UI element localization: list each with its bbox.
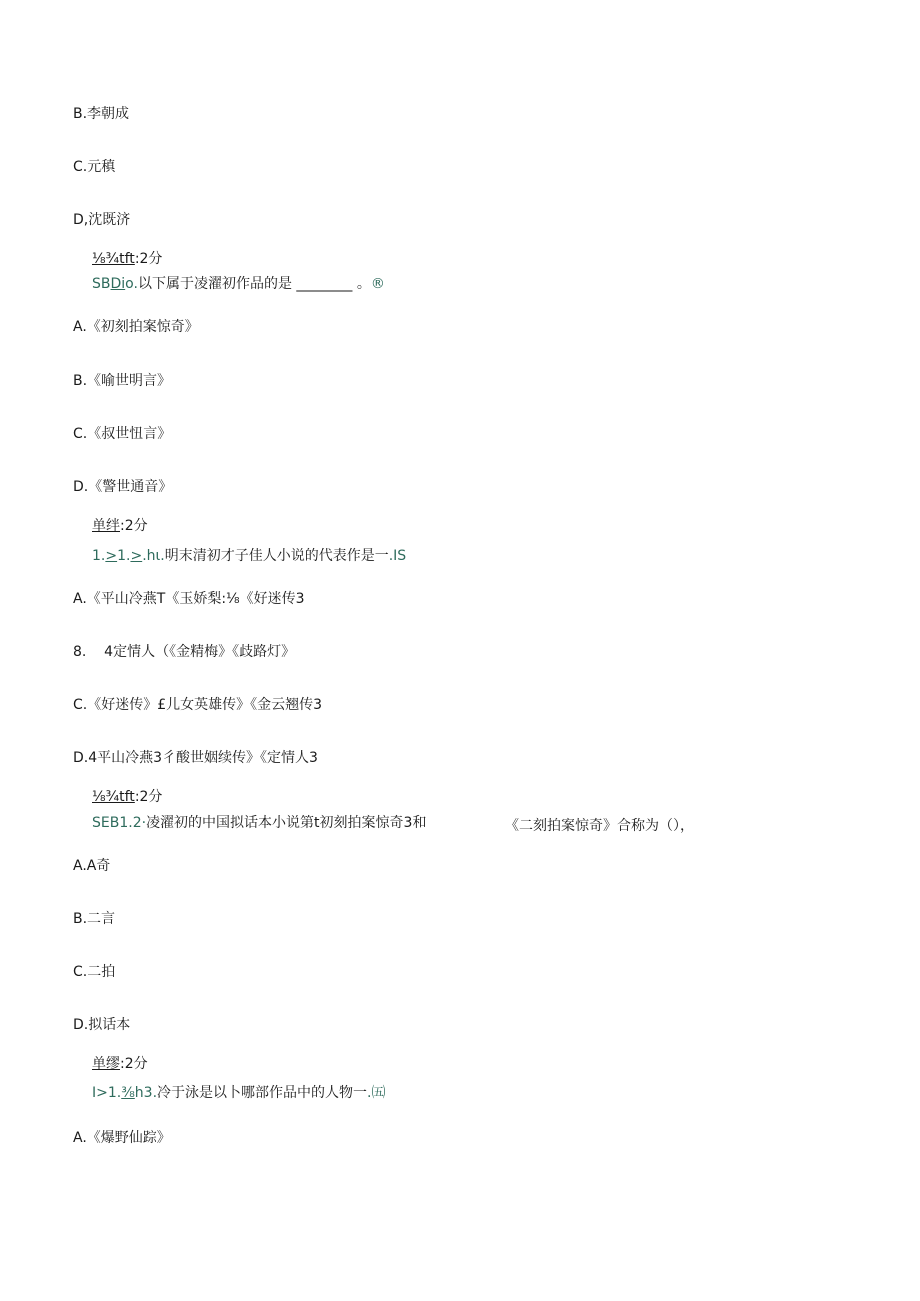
question-number: SB xyxy=(92,276,111,292)
option-c: C.《好迷传》£儿女英雄传》《金云翘传3 xyxy=(73,697,323,713)
question-score: :2分 xyxy=(134,251,163,267)
question-type-label: 单缪 xyxy=(92,1056,120,1072)
question-text xyxy=(92,275,385,293)
question-number: > xyxy=(130,548,143,564)
question-number: I>1. xyxy=(92,1085,122,1101)
option-d: D.《警世通音》 xyxy=(73,479,173,495)
question-text xyxy=(92,1084,385,1102)
question-meta xyxy=(92,517,148,535)
question-body: 以下属于凌濯初作品的是 ________ 。 xyxy=(137,276,371,292)
question-score: :2分 xyxy=(120,518,148,534)
question-number: o. xyxy=(125,276,138,292)
question-number: SEB1.2· xyxy=(92,815,147,831)
question-text xyxy=(92,814,426,832)
question-meta xyxy=(92,250,162,268)
question-type-label: ⅛¾tft xyxy=(92,251,135,267)
question-number: > xyxy=(105,548,118,564)
option-c: C.元稹 xyxy=(73,159,116,175)
question-number: h3. xyxy=(134,1085,158,1101)
question-meta xyxy=(92,788,162,806)
option-a: A.A奇 xyxy=(73,858,111,874)
option-a: A.《初刻拍案惊奇》 xyxy=(73,319,199,335)
question-number: 1. xyxy=(92,548,106,564)
option-a: A.《爆野仙踪》 xyxy=(73,1130,171,1146)
question-score: :2分 xyxy=(120,1056,148,1072)
question-number: ⅜ xyxy=(121,1085,135,1101)
question-meta xyxy=(92,1055,148,1073)
option-a: A.《平山冷燕T《玉娇梨:⅛《好迷传3 xyxy=(73,591,305,607)
question-mark: .IS xyxy=(388,548,407,564)
option-b: B.李朝成 xyxy=(73,106,130,122)
question-body: 凌濯初的中国拟话本小说第t初刻拍案惊奇3和 xyxy=(146,815,427,831)
question-type-label: 单绊 xyxy=(92,518,120,534)
option-d: D.4平山冷燕3彳酸世姻续传》《定情人3 xyxy=(73,750,318,766)
option-b: B.《喻世明言》 xyxy=(73,373,172,389)
question-mark: ® xyxy=(370,276,385,292)
question-number: Di xyxy=(110,276,126,292)
question-text xyxy=(92,547,406,565)
option-b: 8. 4定情人（《金精梅》《歧路灯》 xyxy=(73,644,296,660)
option-d: D,沈既济 xyxy=(73,212,131,228)
option-d: D.拟话本 xyxy=(73,1017,131,1033)
question-number: .hι. xyxy=(142,548,165,564)
option-b: B.二言 xyxy=(73,911,116,927)
question-mark: .㈤ xyxy=(367,1085,386,1101)
question-score: :2分 xyxy=(134,789,163,805)
question-number: 1. xyxy=(117,548,131,564)
question-body: 冷于泳是以卜哪部作品中的人物一 xyxy=(157,1085,368,1101)
question-type-label: ⅛¾tft xyxy=(92,789,135,805)
option-c: C.《叔世忸言》 xyxy=(73,426,172,442)
question-body: 明末清初才子佳人小说的代表作是一 xyxy=(164,548,389,564)
option-c: C.二拍 xyxy=(73,964,116,980)
question-body-tail: 《二刻拍案惊奇》合称为（）， xyxy=(505,818,694,834)
